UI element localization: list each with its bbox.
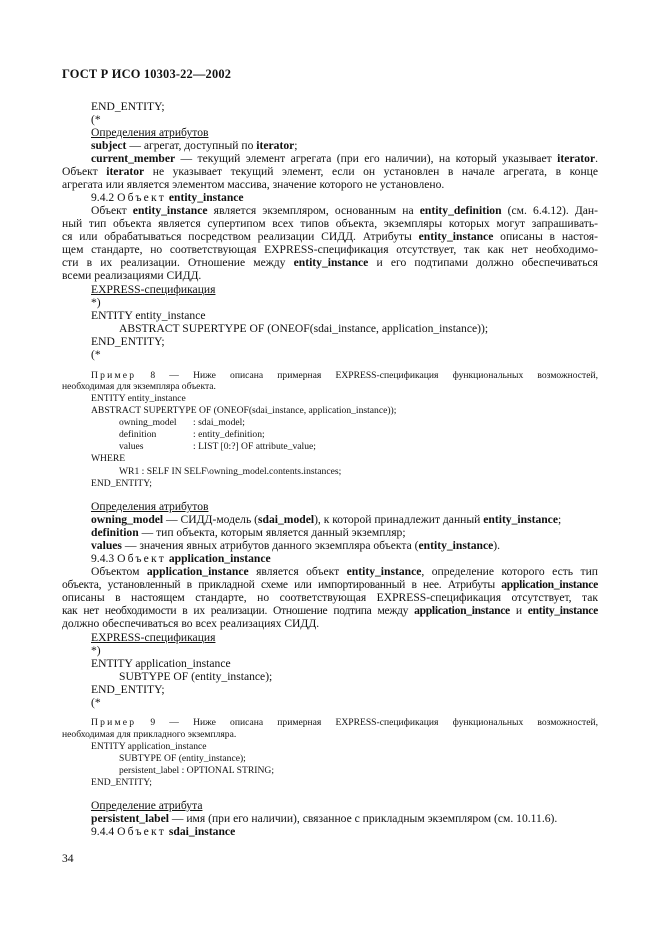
paragraph-line: всеми реализациями СИДД. — [62, 269, 202, 282]
section-label: Определения атрибутов — [91, 500, 209, 513]
paragraph-line: ся или обрабатываться посредством реализации СИДД. Атрибуты entity_instance описаны в настоя- — [62, 230, 598, 243]
code-line: ENTITY entity_instance — [91, 309, 206, 322]
section-heading: 9.4.2 Объект entity_instance — [91, 191, 244, 204]
section-label: EXPRESS-спецификация — [91, 631, 216, 644]
page-number: 34 — [62, 852, 74, 865]
page-header: ГОСТ Р ИСО 10303-22—2002 — [62, 67, 232, 81]
code-line: END_ENTITY; — [91, 100, 165, 113]
code-line: *) — [91, 296, 101, 309]
paragraph-line: объекта, установленный в прикладной схеме или импортированный в нее. Атрибуты application_instance — [62, 578, 598, 591]
code-line: END_ENTITY; — [91, 478, 152, 489]
code-line: (* — [91, 696, 101, 709]
paragraph-line: должно обеспечиваться во всех реализациях СИДД. — [62, 617, 320, 630]
code-line: END_ENTITY; — [91, 683, 165, 696]
paragraph-line: values — значения явных атрибутов данного экземпляра объекта (entity_instance). — [91, 539, 501, 552]
code-line: persistent_label : OPTIONAL STRING; — [119, 765, 274, 776]
section-label: Определение атрибута — [91, 799, 203, 812]
code-line: SUBTYPE OF (entity_instance); — [119, 670, 273, 683]
code-line: WR1 : SELF IN SELF\owning_model.contents.instances; — [119, 466, 342, 477]
example-note: необходимая для экземпляра объекта. — [62, 381, 216, 392]
code-line: ABSTRACT SUPERTYPE OF (ONEOF(sdai_instance, application_instance)); — [119, 322, 489, 335]
code-line: definition : entity_definition; — [119, 429, 265, 440]
paragraph-line: сти в их реализации. Отношение между entity_instance и его подтипами должно обеспечиваться — [62, 256, 598, 269]
paragraph-line: ный тип объекта является супертипом всех типов объекта, экземпляры которых могут запрашивать- — [62, 217, 598, 230]
code-line: (* — [91, 113, 101, 126]
example-note: Пример 8 — Ниже описана примерная EXPRESS-спецификация функциональных возможностей, — [91, 370, 598, 381]
paragraph-line: Объект entity_instance является экземпляром, основанным на entity_definition (см. 6.4.12). Дан- — [91, 204, 598, 217]
paragraph-line: агрегата или является элементом массива, значение которого не установлено. — [62, 178, 445, 191]
code-line: *) — [91, 644, 101, 657]
section-label: Определения атрибутов — [91, 126, 209, 139]
section-heading: 9.4.4 Объект sdai_instance — [91, 825, 236, 838]
paragraph-line: щем стандарте, но соответствующая EXPRESS-спецификация отсутствует, так как нет необходимо- — [62, 243, 598, 256]
example-note: Пример 9 — Ниже описана примерная EXPRESS-спецификация функциональных возможностей, — [91, 717, 598, 728]
code-line: (* — [91, 348, 101, 361]
code-line: ENTITY entity_instance — [91, 393, 186, 404]
code-line: WHERE — [91, 453, 126, 464]
code-line: ENTITY application_instance — [91, 657, 231, 670]
paragraph-line: subject — агрегат, доступный по iterator; — [91, 139, 298, 152]
code-line: owning_model : sdai_model; — [119, 417, 245, 428]
code-line: values : LIST [0:?] OF attribute_value; — [119, 441, 316, 452]
section-label: EXPRESS-спецификация — [91, 283, 216, 296]
paragraph-line: owning_model — СИДД-модель (sdai_model), к которой принадлежит данный entity_instance; — [91, 513, 562, 526]
paragraph-line: persistent_label — имя (при его наличии), связанное с прикладным экземпляром (см. 10.11.6). — [91, 812, 558, 825]
code-line: END_ENTITY; — [91, 335, 165, 348]
code-line: SUBTYPE OF (entity_instance); — [119, 753, 246, 764]
code-line: END_ENTITY; — [91, 777, 152, 788]
section-heading: 9.4.3 Объект application_instance — [91, 552, 271, 565]
code-line: ENTITY application_instance — [91, 741, 207, 752]
code-line: ABSTRACT SUPERTYPE OF (ONEOF(sdai_instance, application_instance)); — [91, 405, 397, 416]
paragraph-line: описаны в настоящем стандарте, но соответствующая EXPRESS-спецификация отсутствует, так — [62, 591, 598, 604]
paragraph-line: current_member — текущий элемент агрегата (при его наличии), на который указывает iterator. — [91, 152, 598, 165]
paragraph-line: Объектом application_instance является объект entity_instance, определение которого есть тип — [91, 565, 598, 578]
paragraph-line: definition — тип объекта, которым является данный экземпляр; — [91, 526, 406, 539]
paragraph-line: Объект iterator не указывает текущий элемент, если он установлен в начале агрегата, в конце — [62, 165, 598, 178]
example-note: необходимая для прикладного экземпляра. — [62, 729, 237, 740]
paragraph-line: как нет необходимости в их реализации. Отношение подтипа между application_instance и entity_instance — [62, 604, 598, 617]
